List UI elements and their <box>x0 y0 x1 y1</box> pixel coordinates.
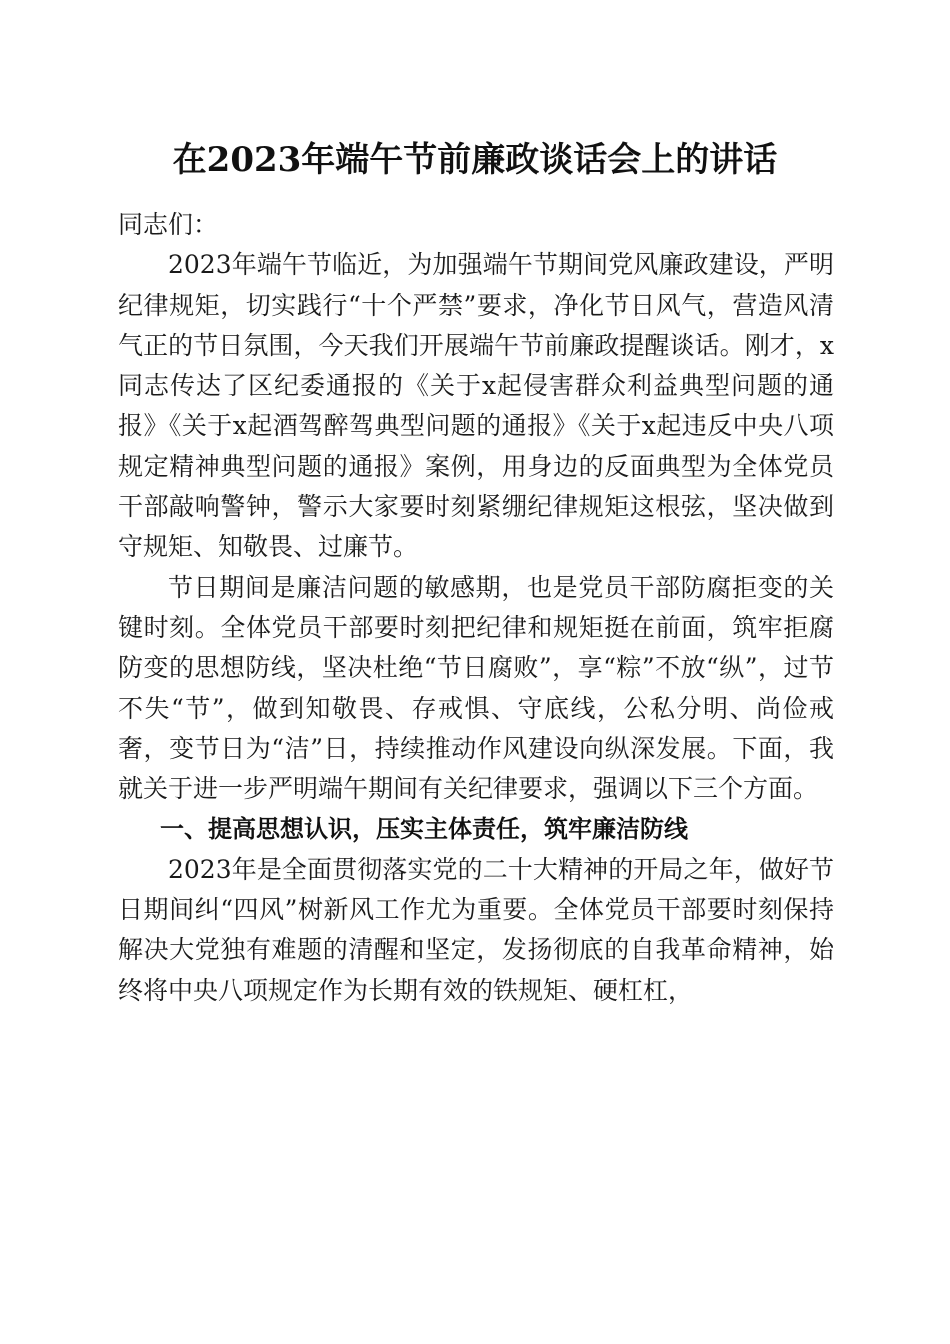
section-1-paragraph: 2023年是全面贯彻落实党的二十大精神的开局之年，做好节日期间纠“四风”树新风工作尤为重要。全体党员干部要时刻保持解决大党独有难题的清醒和坚定，发扬彻底的自我革命精神，始终将中央八项规定作为长期有效的铁规矩、硬杠杠， <box>118 854 834 1005</box>
paragraph-holiday-period: 节日期间是廉洁问题的敏感期，也是党员干部防腐拒变的关键时刻。全体党员干部要时刻把纪律和规矩挺在前面，筑牢拒腐防变的思想防线，坚决杜绝“节日腐败”，享“粽”不放“纵”，过节不失“节”，做到知敬畏、存戒惧、守底线，公私分明、尚俭戒奢，变节日为“洁”日，持续推动作风建设向纵深发展。下面，我就关于进一步严明端午期间有关纪律要求，强调以下三个方面。 <box>118 572 834 804</box>
salutation: 同志们： <box>118 210 219 239</box>
paragraph-intro: 2023年端午节临近，为加强端午节期间党风廉政建设，严明纪律规矩，切实践行“十个严禁”要求，净化节日风气，营造风清气正的节日氛围，今天我们开展端午节前廉政提醒谈话。刚才，x同志传达了区纪委通报的《关于x起侵害群众利益典型问题的通报》《关于x起酒驾醉驾典型问题的通报》《关于x起违反中央八项规定精神典型问题的通报》案例，用身边的反面典型为全体党员干部敲响警钟，警示大家要时刻紧绷纪律规矩这根弦，坚决做到守规矩、知敬畏、过廉节。 <box>118 250 834 562</box>
document-body <box>118 205 834 1011</box>
document-title: 在2023年端午节前廉政谈话会上的讲话 <box>172 140 778 180</box>
section-heading-1: 一、提高思想认识，压实主体责任，筑牢廉洁防线 <box>160 815 688 844</box>
